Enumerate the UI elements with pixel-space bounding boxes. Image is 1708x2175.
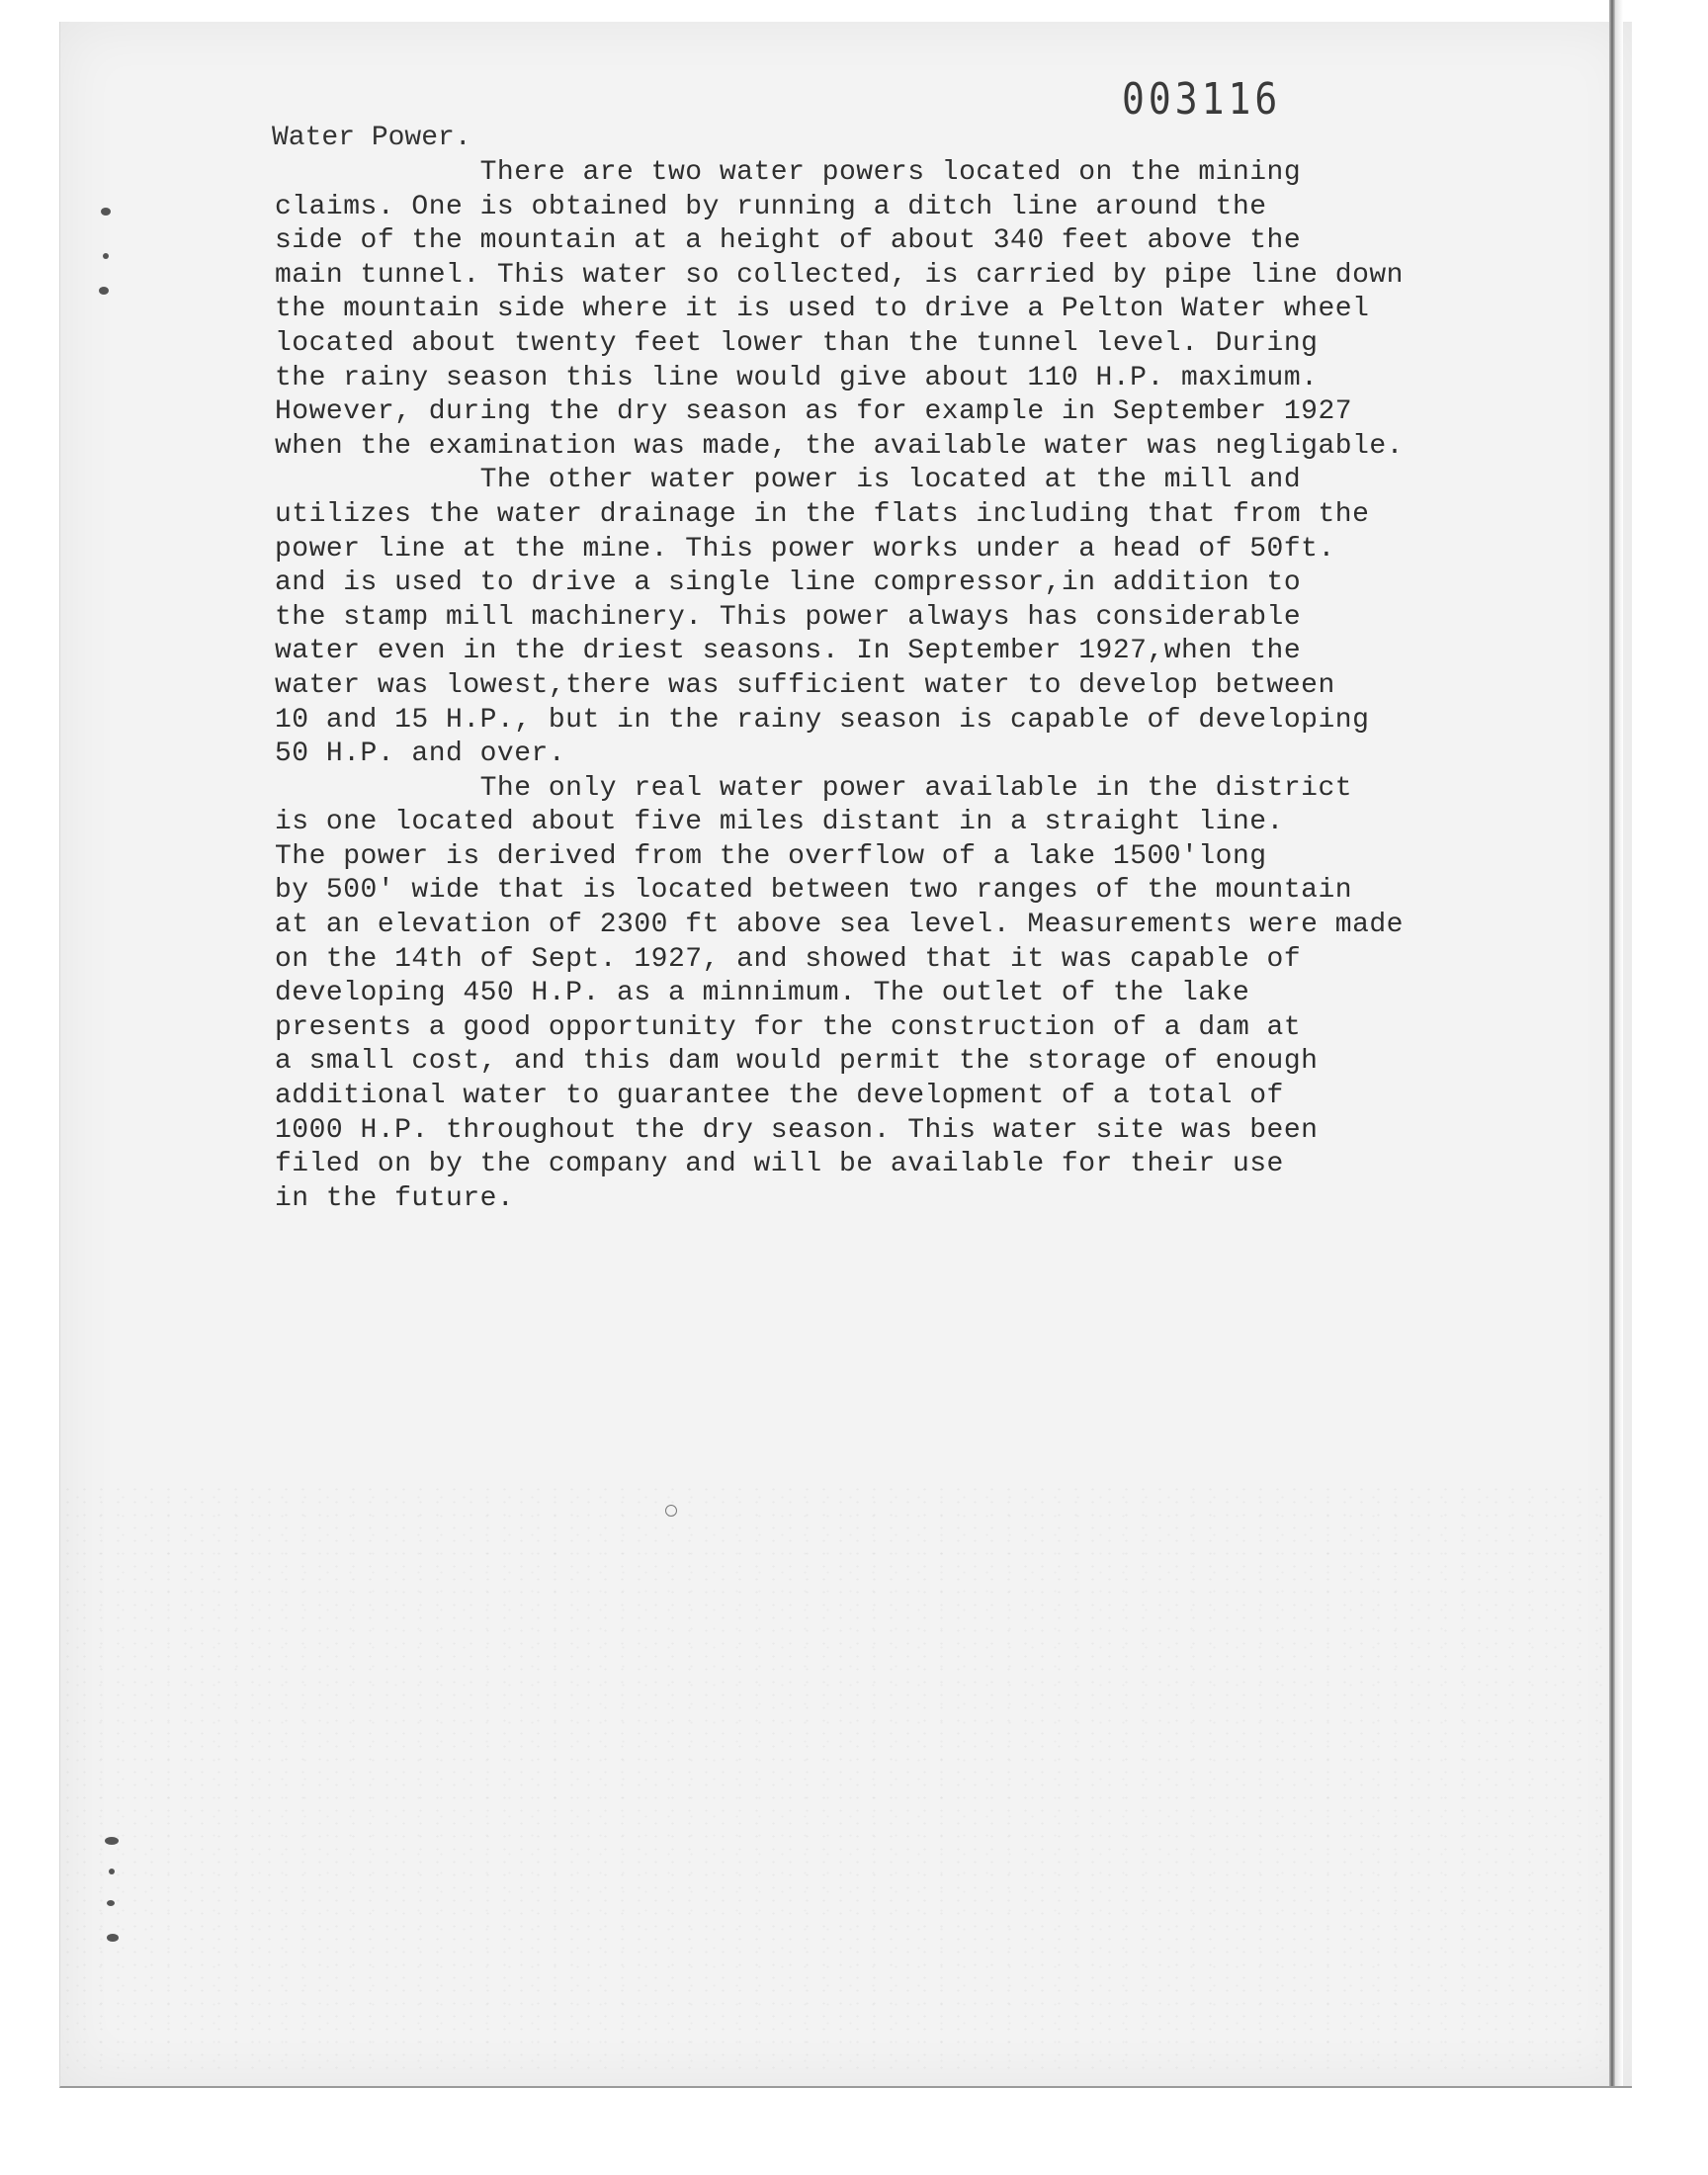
document-number: 003116 [1122, 73, 1282, 125]
margin-mark [103, 253, 109, 259]
text-line: 10 and 15 H.P., but in the rainy season is capable of developing [275, 704, 1370, 736]
section-heading: Water Power. [272, 123, 471, 153]
text-line: is one located about five miles distant in a straight line. [275, 807, 1284, 838]
text-line: when the examination was made, the available water was negligable. [275, 430, 1404, 462]
text-line: by 500' wide that is located between two ranges of the mountain [275, 875, 1353, 907]
body-text [275, 156, 1589, 1216]
text-line: in the future. [275, 1182, 515, 1214]
text-line: 50 H.P. and over. [275, 739, 566, 770]
text-line: additional water to guarantee the development of a total of [275, 1081, 1284, 1112]
text-line: However, during the dry season as for example in September 1927 [275, 396, 1353, 428]
text-line: The only real water power available in the district [275, 772, 1353, 804]
punch-hole [665, 1505, 677, 1517]
paper-edge-shadow [1615, 0, 1623, 2086]
text-line: on the 14th of Sept. 1927, and showed that it was capable of [275, 943, 1302, 975]
text-line: The power is derived from the overflow of a lake 1500'long [275, 840, 1267, 872]
text-line: water even in the driest seasons. In September 1927,when the [275, 636, 1302, 667]
text-line: There are two water powers located on the mining [275, 157, 1302, 188]
text-line: and is used to drive a single line compressor,in addition to [275, 567, 1302, 599]
text-line: the rainy season this line would give about 110 H.P. maximum. [275, 362, 1319, 393]
text-line: presents a good opportunity for the construction of a dam at [275, 1011, 1302, 1043]
text-line: at an elevation of 2300 ft above sea level. Measurements were made [275, 910, 1404, 941]
text-line: 1000 H.P. throughout the dry season. This water site was been [275, 1114, 1319, 1146]
scan-noise [59, 1483, 1611, 2076]
text-line: located about twenty feet lower than the tunnel level. During [275, 327, 1319, 359]
margin-mark [107, 1934, 119, 1942]
text-line: filed on by the company and will be available for their use [275, 1149, 1284, 1180]
text-line: main tunnel. This water so collected, is carried by pipe line down [275, 259, 1404, 291]
text-line: utilizes the water drainage in the flats including that from the [275, 498, 1370, 530]
text-line: claims. One is obtained by running a ditch line around the [275, 191, 1267, 222]
margin-mark [105, 1837, 119, 1845]
text-line: power line at the mine. This power works under a head of 50ft. [275, 533, 1335, 565]
margin-mark [101, 208, 111, 216]
text-line: water was lowest,there was sufficient water to develop between [275, 669, 1335, 701]
margin-mark [109, 1869, 115, 1874]
margin-mark [107, 1900, 115, 1906]
text-line: the stamp mill machinery. This power always has considerable [275, 601, 1302, 633]
text-line: developing 450 H.P. as a minnimum. The outlet of the lake [275, 978, 1250, 1009]
text-line: the mountain side where it is used to drive a Pelton Water wheel [275, 294, 1370, 325]
text-line: a small cost, and this dam would permit the storage of enough [275, 1046, 1319, 1078]
text-line: The other water power is located at the mill and [275, 465, 1302, 496]
text-line: side of the mountain at a height of about 340 feet above the [275, 225, 1302, 257]
margin-mark [99, 287, 109, 295]
